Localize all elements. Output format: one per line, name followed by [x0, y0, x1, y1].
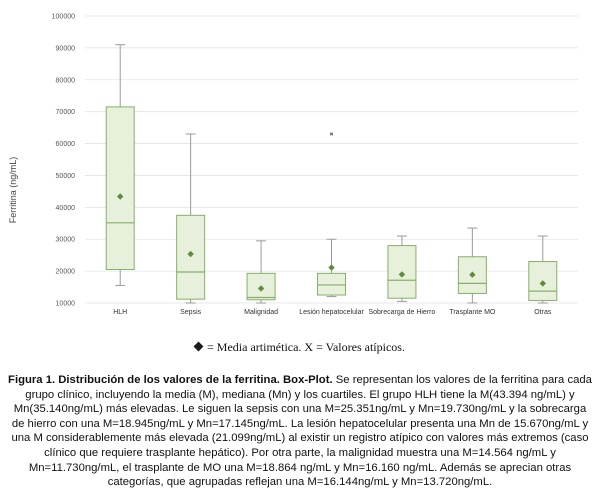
- figure-caption: [8, 373, 592, 490]
- box-3: [247, 241, 275, 303]
- box-2: [177, 134, 205, 303]
- x-category-label: Sepsis: [180, 309, 202, 316]
- y-tick-label: 100000: [51, 13, 75, 21]
- box-1: [106, 45, 134, 286]
- box-7: [529, 236, 557, 303]
- box-5: [388, 236, 416, 301]
- mean-marker: [328, 264, 334, 270]
- iqr-box: [106, 107, 134, 270]
- y-tick-label: 70000: [55, 109, 75, 117]
- y-tick-label: 90000: [55, 45, 75, 53]
- x-category-label: Otras: [534, 309, 552, 316]
- mean-diamond-icon: [194, 342, 204, 352]
- boxes: [106, 45, 557, 303]
- x-category-label: HLH: [113, 309, 128, 316]
- y-tick-label: 60000: [55, 141, 75, 149]
- y-tick-label: 20000: [55, 268, 75, 276]
- y-tick-label: 50000: [55, 172, 75, 180]
- y-tick-label: 10000: [55, 300, 75, 308]
- x-category-label: Malignidad: [244, 309, 279, 316]
- outlier-marker: [330, 133, 333, 136]
- y-axis-label: Ferritina (ng/mL): [8, 156, 18, 224]
- y-tick-label: 80000: [55, 77, 75, 85]
- iqr-box: [318, 273, 346, 295]
- x-category-label: Sobrecarga de Hierro: [368, 309, 436, 316]
- box-4: [318, 133, 346, 297]
- legend-text: = Media artimética. X = Valores atípicos.: [207, 340, 405, 354]
- y-axis-ticks: [52, 14, 75, 308]
- caption-text: Se representan los valores de la ferritina para cada grupo clínico, incluyendo la media (M), mediana (Mn) y los cuartiles. El grupo HLH tiene la M(43.394 ng/mL) y Mn(35.140ng/mL) más elevadas. Le siguen la sepsis con una M=25.351ng/mL y Mn=19.730ng/mL y la sobrecarga de hierro con una M=18.945ng/mL y Mn=17.145ng/mL. La lesión hepatocelular presenta una Mn de 15.670ng/mL y una M considerablemente más elevada (21.099ng/mL) al existir un registro atípico con valores más extremos (caso clínico que requiere trasplante hepático). Por otra parte, la malignidad muestra una M=14.564 ng/mL y Mn=11.730ng/mL, el trasplante de MO una M=18.864 ng/mL y Mn=16.160 ng/mL. Además se aprecian otras categorías, que agrupadas reflejan una M=16.144ng/mL y Mn=13.720ng/mL.: [11, 374, 592, 489]
- x-axis-categories: [113, 309, 552, 316]
- x-category-label: Lesión hepatocelular: [299, 309, 364, 316]
- y-tick-label: 30000: [55, 236, 75, 244]
- x-category-label: Trasplante MO: [449, 309, 496, 316]
- y-tick-label: 40000: [55, 204, 75, 212]
- legend: [0, 340, 600, 355]
- caption-label: Figura 1. Distribución de los valores de la ferritina. Box-Plot.: [8, 374, 333, 386]
